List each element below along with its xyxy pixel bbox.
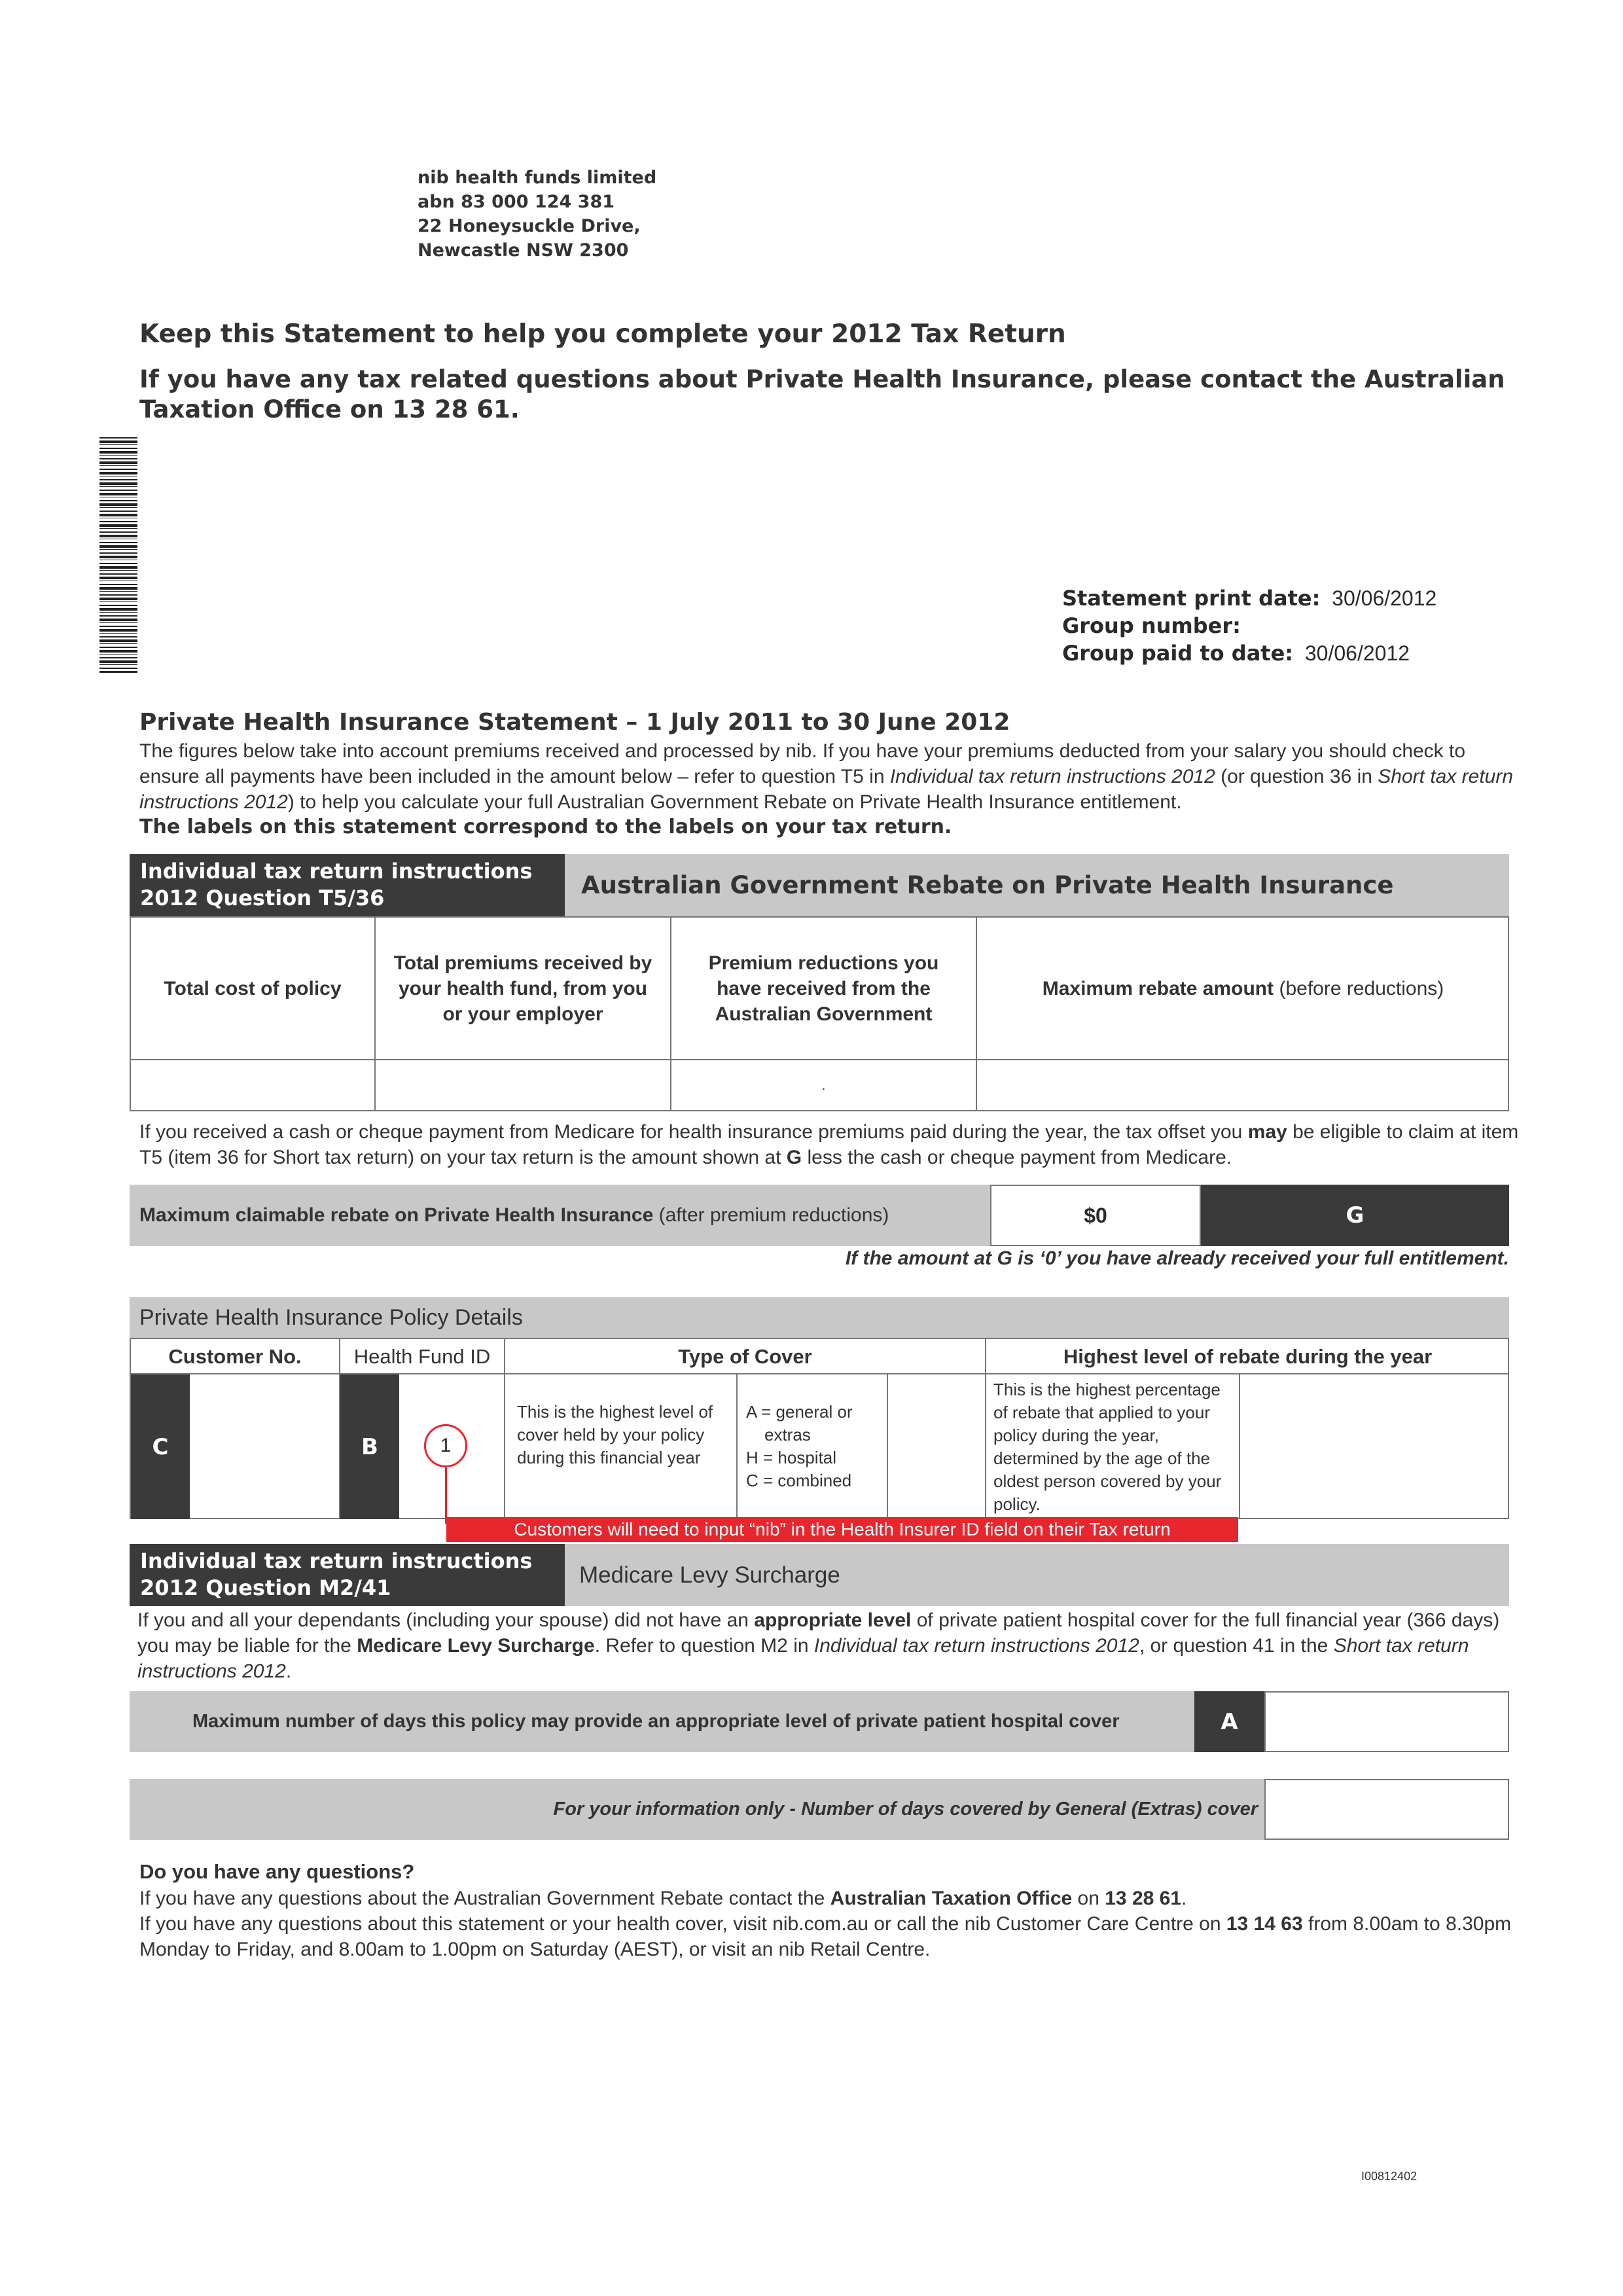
claimable-rebate-row xyxy=(130,1185,1509,1246)
print-date-label: Statement print date: xyxy=(1062,586,1321,611)
sender-street: 22 Honeysuckle Drive, xyxy=(418,216,641,236)
max-days-label: Maximum number of days this policy may provide an appropriate level of private patient hospital cover xyxy=(192,1711,1120,1732)
cover-description: This is the highest level of cover held by your policy during this financial year xyxy=(517,1402,713,1467)
questions-line-2: If you have any questions about this statement or your health cover, visit nib.com.au or call the nib Customer Care Centre on 13 14 63 from 8.00am to 8.30pm Monday to Friday, and 8.00am to 1.00pm on Saturday (AEST), or visit an nib Retail Centre. xyxy=(139,1913,1512,1960)
col-premium-reductions: Premium reductions you have received from the Australian Government xyxy=(708,952,939,1025)
extras-days-row xyxy=(130,1779,1509,1840)
customer-code-c: C xyxy=(131,1374,190,1519)
hdr-customer-no: Customer No. xyxy=(168,1344,302,1368)
claimable-rebate-value: $0 xyxy=(990,1185,1201,1246)
paid-to-value: 30/06/2012 xyxy=(1304,641,1410,665)
print-date-value: 30/06/2012 xyxy=(1332,586,1437,610)
value-total-cost xyxy=(131,1060,374,1111)
cover-codes: A = general or extras H = hospital C = combined xyxy=(746,1402,853,1490)
extras-days-label: For your information only - Number of days covered by General (Extras) cover xyxy=(553,1799,1258,1820)
rebate-section-title: Australian Government Rebate on Private Health Insurance xyxy=(565,854,1509,916)
phi-title: Private Health Insurance Statement – 1 July 2011 to 30 June 2012 xyxy=(139,709,1010,736)
fund-code-b: B xyxy=(340,1374,399,1519)
medicare-payment-note: If you received a cash or cheque payment from Medicare for health insurance premiums paid during the year, the tax offset you may be eligible to claim at item T5 (item 36 for Short tax return) on your tax return is the amount shown at G less the cash or cheque payment from Medicare. xyxy=(139,1121,1519,1168)
policy-details-title: Private Health Insurance Policy Details xyxy=(130,1297,1509,1338)
rebate-description: This is the highest percentage of rebate that applied to your policy during the year, determined by the age of the oldest person covered by your policy. xyxy=(993,1380,1222,1514)
full-entitlement-note: If the amount at G is ‘0’ you have already received your full entitlement. xyxy=(845,1247,1509,1269)
nib-insurer-id-banner: Customers will need to input “nib” in the Health Insurer ID field on their Tax return xyxy=(446,1517,1238,1542)
questions-line-1: If you have any questions about the Australian Government Rebate contact the Australian Taxation Office on 13 28 61. xyxy=(139,1888,1187,1909)
levy-tab-label: Individual tax return instructions 2012 Question M2/41 xyxy=(130,1544,565,1606)
policy-details-table xyxy=(130,1338,1509,1519)
hdr-health-fund-id: Health Fund ID xyxy=(353,1344,491,1368)
page-subtitle: If you have any tax related questions about Private Health Insurance, please contact the Australian Taxation Office on 13 28 61. xyxy=(139,365,1505,423)
questions-title: Do you have any questions? xyxy=(139,1860,415,1883)
rebate-table xyxy=(130,916,1509,1111)
labels-note: The labels on this statement correspond to the labels on your tax return. xyxy=(139,816,952,838)
sender-address xyxy=(418,166,656,262)
sender-city: Newcastle NSW 2300 xyxy=(418,240,629,260)
document-code: I00812402 xyxy=(1361,2170,1418,2183)
levy-text: If you and all your dependants (including your spouse) did not have an appropriate level of private patient hospital cover for the full financial year (366 days) you may be liable for the Medicare Levy Surcharge. Refer to question M2 in Individual tax return instructions 2012, or question 41 in the Short tax return instructions 2012. xyxy=(137,1609,1500,1682)
max-days-row xyxy=(130,1691,1509,1752)
value-max-rebate xyxy=(977,1060,1509,1111)
customer-no-value xyxy=(191,1374,339,1519)
rebate-tab-label: Individual tax return instructions 2012 Question T5/36 xyxy=(130,854,565,916)
value-total-premiums xyxy=(376,1060,670,1111)
extras-days-value xyxy=(1264,1779,1509,1840)
sender-abn: abn 83 000 124 381 xyxy=(418,192,615,212)
paid-to-label: Group paid to date: xyxy=(1062,641,1294,666)
claimable-rebate-code: G xyxy=(1201,1185,1509,1246)
max-days-value xyxy=(1264,1691,1509,1752)
max-days-code: A xyxy=(1194,1691,1264,1752)
barcode xyxy=(99,437,137,673)
statement-info xyxy=(1062,584,1436,667)
levy-section-title: Medicare Levy Surcharge xyxy=(565,1544,1509,1606)
col-total-premiums: Total premiums received by your health fund, from you or your employer xyxy=(393,952,652,1025)
claimable-rebate-label: Maximum claimable rebate on Private Health Insurance (after premium reductions) xyxy=(139,1204,889,1226)
fund-id-circle: 1 xyxy=(424,1424,467,1467)
phi-intro: The figures below take into account premiums received and processed by nib. If you have your premiums deducted from your salary you should check to ensure all payments have been included in the amount below – refer to question T5 in Individual tax return instructions 2012 (or question 36 in Short tax return instructions 2012) to help you calculate your full Australian Government Rebate on Private Health Insurance entitlement. xyxy=(139,740,1514,813)
group-number-label: Group number: xyxy=(1062,613,1241,638)
page-title: Keep this Statement to help you complete your 2012 Tax Return xyxy=(139,319,1066,349)
col-total-cost: Total cost of policy xyxy=(164,977,342,999)
col-max-rebate: Maximum rebate amount (before reductions) xyxy=(1042,977,1444,999)
hdr-highest-rebate: Highest level of rebate during the year xyxy=(1063,1344,1433,1368)
hdr-type-of-cover: Type of Cover xyxy=(678,1344,812,1368)
sender-name: nib health funds limited xyxy=(418,168,657,188)
circle-connector xyxy=(445,1467,447,1524)
value-premium-reductions: . xyxy=(821,1078,826,1093)
